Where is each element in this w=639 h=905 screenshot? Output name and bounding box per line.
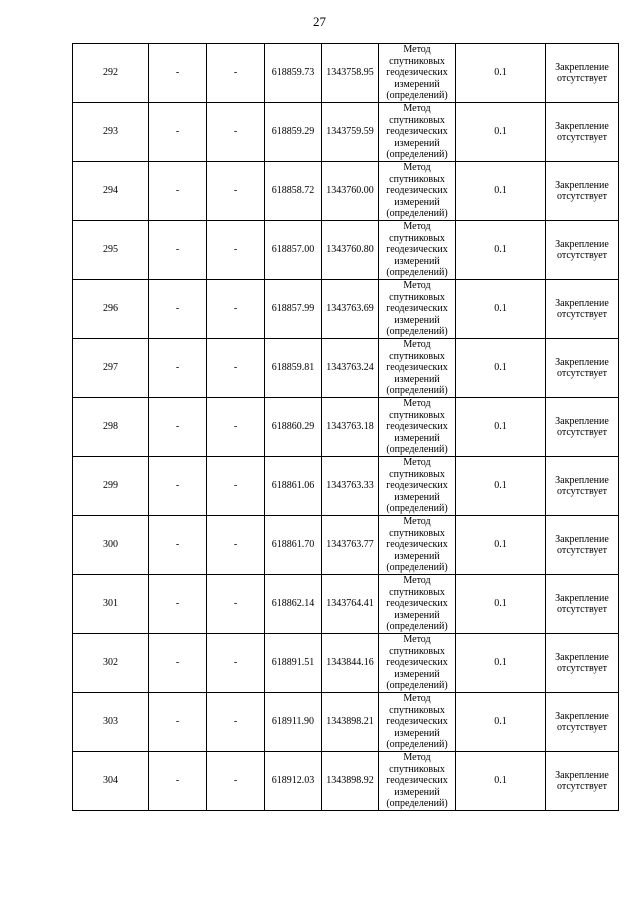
y-coordinate-cell: 1343758.95 bbox=[322, 44, 379, 103]
x-coordinate-cell: 618861.06 bbox=[265, 457, 322, 516]
empty-value-cell: - bbox=[207, 280, 265, 339]
x-coordinate-cell: 618859.81 bbox=[265, 339, 322, 398]
empty-value-cell: - bbox=[207, 634, 265, 693]
x-coordinate-cell: 618857.00 bbox=[265, 221, 322, 280]
empty-value-cell: - bbox=[149, 44, 207, 103]
fixing-cell: Закрепление отсутствует bbox=[546, 516, 619, 575]
method-cell: Метод спутниковых геодезических измерений (определений) bbox=[379, 575, 456, 634]
empty-value-cell: - bbox=[149, 516, 207, 575]
y-coordinate-cell: 1343763.33 bbox=[322, 457, 379, 516]
x-coordinate-cell: 618857.99 bbox=[265, 280, 322, 339]
y-coordinate-cell: 1343764.41 bbox=[322, 575, 379, 634]
table-row bbox=[73, 162, 619, 221]
y-coordinate-cell: 1343763.77 bbox=[322, 516, 379, 575]
point-number-cell: 301 bbox=[73, 575, 149, 634]
point-number-cell: 292 bbox=[73, 44, 149, 103]
empty-value-cell: - bbox=[207, 693, 265, 752]
fixing-cell: Закрепление отсутствует bbox=[546, 162, 619, 221]
coordinates-table bbox=[72, 43, 619, 811]
empty-value-cell: - bbox=[207, 752, 265, 811]
table-row bbox=[73, 398, 619, 457]
fixing-cell: Закрепление отсутствует bbox=[546, 752, 619, 811]
empty-value-cell: - bbox=[149, 634, 207, 693]
y-coordinate-cell: 1343898.21 bbox=[322, 693, 379, 752]
table-row bbox=[73, 752, 619, 811]
empty-value-cell: - bbox=[207, 575, 265, 634]
y-coordinate-cell: 1343763.69 bbox=[322, 280, 379, 339]
fixing-cell: Закрепление отсутствует bbox=[546, 634, 619, 693]
point-number-cell: 304 bbox=[73, 752, 149, 811]
empty-value-cell: - bbox=[207, 221, 265, 280]
x-coordinate-cell: 618862.14 bbox=[265, 575, 322, 634]
accuracy-cell: 0.1 bbox=[456, 752, 546, 811]
x-coordinate-cell: 618912.03 bbox=[265, 752, 322, 811]
fixing-cell: Закрепление отсутствует bbox=[546, 221, 619, 280]
method-cell: Метод спутниковых геодезических измерений (определений) bbox=[379, 457, 456, 516]
table-row bbox=[73, 457, 619, 516]
table-row bbox=[73, 44, 619, 103]
empty-value-cell: - bbox=[149, 752, 207, 811]
empty-value-cell: - bbox=[207, 516, 265, 575]
x-coordinate-cell: 618911.90 bbox=[265, 693, 322, 752]
fixing-cell: Закрепление отсутствует bbox=[546, 575, 619, 634]
empty-value-cell: - bbox=[149, 693, 207, 752]
accuracy-cell: 0.1 bbox=[456, 221, 546, 280]
fixing-cell: Закрепление отсутствует bbox=[546, 44, 619, 103]
point-number-cell: 294 bbox=[73, 162, 149, 221]
point-number-cell: 300 bbox=[73, 516, 149, 575]
accuracy-cell: 0.1 bbox=[456, 339, 546, 398]
fixing-cell: Закрепление отсутствует bbox=[546, 280, 619, 339]
method-cell: Метод спутниковых геодезических измерений (определений) bbox=[379, 398, 456, 457]
method-cell: Метод спутниковых геодезических измерений (определений) bbox=[379, 280, 456, 339]
point-number-cell: 299 bbox=[73, 457, 149, 516]
accuracy-cell: 0.1 bbox=[456, 162, 546, 221]
table-row bbox=[73, 339, 619, 398]
x-coordinate-cell: 618861.70 bbox=[265, 516, 322, 575]
point-number-cell: 295 bbox=[73, 221, 149, 280]
empty-value-cell: - bbox=[149, 280, 207, 339]
point-number-cell: 297 bbox=[73, 339, 149, 398]
table-row bbox=[73, 575, 619, 634]
y-coordinate-cell: 1343763.18 bbox=[322, 398, 379, 457]
accuracy-cell: 0.1 bbox=[456, 693, 546, 752]
method-cell: Метод спутниковых геодезических измерений (определений) bbox=[379, 162, 456, 221]
method-cell: Метод спутниковых геодезических измерений (определений) bbox=[379, 693, 456, 752]
empty-value-cell: - bbox=[149, 162, 207, 221]
accuracy-cell: 0.1 bbox=[456, 44, 546, 103]
table-row bbox=[73, 516, 619, 575]
point-number-cell: 293 bbox=[73, 103, 149, 162]
x-coordinate-cell: 618891.51 bbox=[265, 634, 322, 693]
empty-value-cell: - bbox=[207, 103, 265, 162]
empty-value-cell: - bbox=[207, 457, 265, 516]
point-number-cell: 296 bbox=[73, 280, 149, 339]
x-coordinate-cell: 618860.29 bbox=[265, 398, 322, 457]
method-cell: Метод спутниковых геодезических измерений (определений) bbox=[379, 339, 456, 398]
accuracy-cell: 0.1 bbox=[456, 516, 546, 575]
method-cell: Метод спутниковых геодезических измерений (определений) bbox=[379, 44, 456, 103]
empty-value-cell: - bbox=[207, 339, 265, 398]
table-row bbox=[73, 634, 619, 693]
empty-value-cell: - bbox=[149, 339, 207, 398]
empty-value-cell: - bbox=[207, 162, 265, 221]
x-coordinate-cell: 618858.72 bbox=[265, 162, 322, 221]
table-row bbox=[73, 693, 619, 752]
accuracy-cell: 0.1 bbox=[456, 103, 546, 162]
point-number-cell: 302 bbox=[73, 634, 149, 693]
method-cell: Метод спутниковых геодезических измерений (определений) bbox=[379, 103, 456, 162]
y-coordinate-cell: 1343763.24 bbox=[322, 339, 379, 398]
table-row bbox=[73, 103, 619, 162]
y-coordinate-cell: 1343844.16 bbox=[322, 634, 379, 693]
page-number: 27 bbox=[313, 14, 326, 29]
method-cell: Метод спутниковых геодезических измерений (определений) bbox=[379, 516, 456, 575]
empty-value-cell: - bbox=[149, 103, 207, 162]
empty-value-cell: - bbox=[149, 398, 207, 457]
fixing-cell: Закрепление отсутствует bbox=[546, 339, 619, 398]
table-body bbox=[73, 44, 619, 811]
fixing-cell: Закрепление отсутствует bbox=[546, 693, 619, 752]
y-coordinate-cell: 1343759.59 bbox=[322, 103, 379, 162]
accuracy-cell: 0.1 bbox=[456, 634, 546, 693]
accuracy-cell: 0.1 bbox=[456, 575, 546, 634]
empty-value-cell: - bbox=[149, 221, 207, 280]
empty-value-cell: - bbox=[207, 44, 265, 103]
method-cell: Метод спутниковых геодезических измерений (определений) bbox=[379, 752, 456, 811]
accuracy-cell: 0.1 bbox=[456, 398, 546, 457]
accuracy-cell: 0.1 bbox=[456, 457, 546, 516]
y-coordinate-cell: 1343898.92 bbox=[322, 752, 379, 811]
empty-value-cell: - bbox=[149, 575, 207, 634]
x-coordinate-cell: 618859.29 bbox=[265, 103, 322, 162]
method-cell: Метод спутниковых геодезических измерений (определений) bbox=[379, 221, 456, 280]
y-coordinate-cell: 1343760.80 bbox=[322, 221, 379, 280]
point-number-cell: 298 bbox=[73, 398, 149, 457]
y-coordinate-cell: 1343760.00 bbox=[322, 162, 379, 221]
table-row bbox=[73, 221, 619, 280]
table-row bbox=[73, 280, 619, 339]
method-cell: Метод спутниковых геодезических измерений (определений) bbox=[379, 634, 456, 693]
empty-value-cell: - bbox=[149, 457, 207, 516]
accuracy-cell: 0.1 bbox=[456, 280, 546, 339]
empty-value-cell: - bbox=[207, 398, 265, 457]
fixing-cell: Закрепление отсутствует bbox=[546, 457, 619, 516]
fixing-cell: Закрепление отсутствует bbox=[546, 398, 619, 457]
point-number-cell: 303 bbox=[73, 693, 149, 752]
fixing-cell: Закрепление отсутствует bbox=[546, 103, 619, 162]
x-coordinate-cell: 618859.73 bbox=[265, 44, 322, 103]
